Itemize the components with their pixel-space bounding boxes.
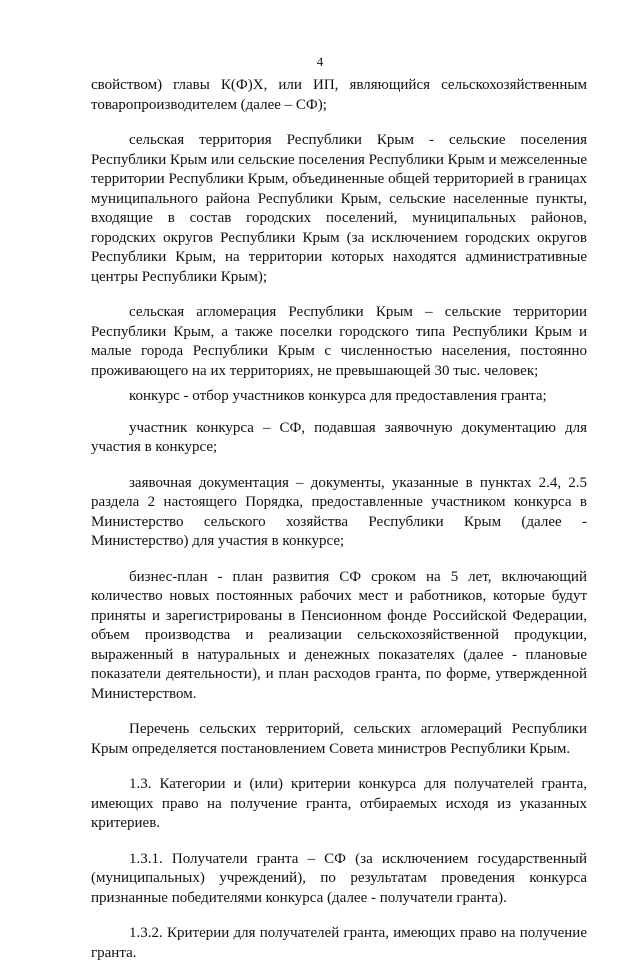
paragraph-application-documents: заявочная документация – документы, указанные в пунктах 2.4, 2.5 раздела 2 настоящего Порядка, предоставленные участником конкурса в Министерство сельского хозяйства Республики Крым (далее - Министерство) для участия в конкурсе;	[91, 474, 587, 549]
paragraph-business-plan: бизнес-план - план развития СФ сроком на 5 лет, включающий количество новых постоянных рабочих мест и работников, которые будут приняты и зарегистрированы в Пенсионном фонде Российской Федерации, объем производства и реализации сельскохозяйственной продукции, выраженный в натуральных и денежных показателях (далее - плановые показатели деятельности), и план расходов гранта, по форме, утвержденной Министерством.	[91, 568, 587, 702]
paragraph-continuation: свойством) главы К(Ф)Х, или ИП, являющийся сельскохозяйственным товаропроизводителем (далее – СФ);	[91, 77, 587, 113]
section-1-3-2: 1.3.2. Критерии для получателей гранта, имеющих право на получение гранта.	[91, 925, 587, 961]
section-1-3-1: 1.3.1. Получатели гранта – СФ (за исключением государственный (муниципальных) учреждений), по результатам проведения конкурса признанные победителями конкурса (далее - получатели гранта).	[91, 850, 587, 906]
document-body	[91, 76, 587, 963]
section-1-3: 1.3. Категории и (или) критерии конкурса для получателей гранта, имеющих право на получение гранта, отбираемых исходя из указанных критериев.	[91, 776, 587, 831]
paragraph-rural-agglomeration: сельская агломерация Республики Крым – сельские территории Республики Крым, а также поселки городского типа Республики Крым и малые города Республики Крым с численностью населения, постоянно проживающего на их территориях, не превышающей 30 тыс. человек;	[91, 304, 587, 379]
paragraph-territory-list: Перечень сельских территорий, сельских агломераций Республики Крым определяется постановлением Совета министров Республики Крым.	[91, 721, 587, 757]
paragraph-contest-participant: участник конкурса – СФ, подавшая заявочную документацию для участия в конкурсе;	[91, 419, 587, 455]
paragraph-rural-territory: сельская территория Республики Крым - сельские поселения Республики Крым или сельские поселения Республики Крым и межселенные территории Республики Крым, объединенные общей территорией в границах муниципального района Республики Крым, сельские населенные пункты, входящие в состав городских поселений, муниципальных районов, городских округов Республики Крым (за исключением городских округов Республики Крым, на территории которых находятся административные центры Республики Крым);	[91, 132, 587, 285]
paragraph-contest: конкурс - отбор участников конкурса для предоставления гранта;	[129, 388, 547, 404]
page-number: 4	[316, 54, 324, 69]
